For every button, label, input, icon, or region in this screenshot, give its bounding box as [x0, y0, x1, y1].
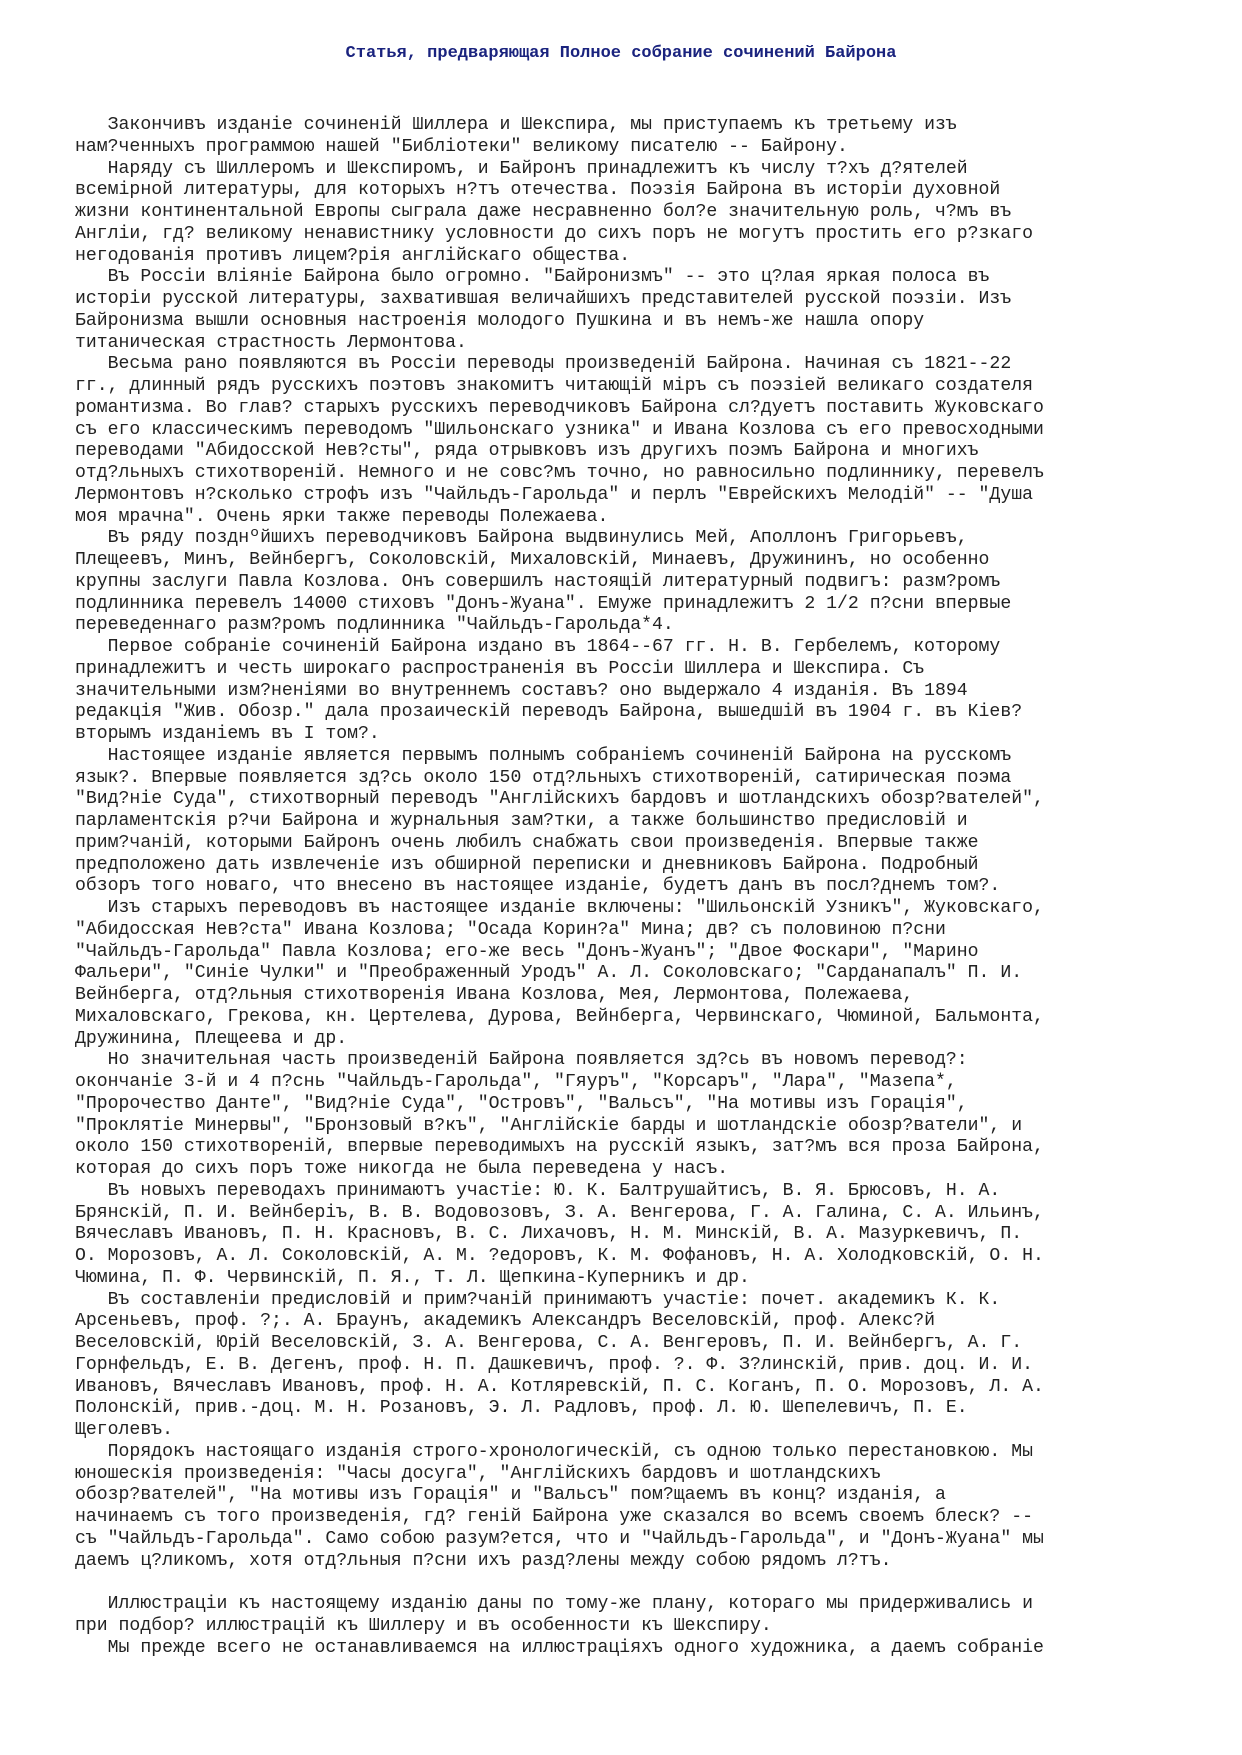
text-line: редакція "Жив. Обозр." дала прозаическій переводъ Байрона, вышедшій въ 1904 г. въ Кіев?	[75, 702, 1023, 723]
text-line: Полонскій, прив.-доц. М. Н. Розановъ, Э. Л. Радловъ, проф. Л. Ю. Шепелевичъ, П. Е.	[75, 1398, 968, 1419]
text-line: Въ новыхъ переводахъ принимаютъ участіе: Ю. К. Балтрушайтисъ, В. Я. Брюсовъ, Н. А.	[75, 1180, 1001, 1201]
text-line: Вейнберга, отд?льныя стихотворенія Ивана Козлова, Мея, Лермонтова, Полежаева,	[75, 985, 914, 1005]
text-line: прим?чаній, которыми Байронъ очень любилъ снабжать свои произведенія. Впервые также	[75, 832, 979, 853]
text-line: Закончивъ изданіе сочиненій Шиллера и Шекспира, мы приступаемъ къ третьему изъ	[75, 115, 957, 135]
text-line: моя мрачна". Очень ярки также переводы Полежаева.	[75, 506, 609, 527]
text-line: нам?ченныхъ программою нашей "Библіотеки" великому писателю -- Байрону.	[75, 136, 848, 157]
text-line: всемірной литературы, для которыхъ н?тъ отечества. Поэзія Байрона въ исторіи духовной	[75, 180, 1001, 201]
text-line: около 150 стихотвореній, впервые переводимыхъ на русскій языкъ, зат?мъ вся проза Байрона,	[75, 1137, 1044, 1158]
text-line: Въ ряду позднºйшихъ переводчиковъ Байрона выдвинулись Мей, Аполлонъ Григорьевъ,	[75, 528, 968, 549]
text-line: О. Морозовъ, А. Л. Соколовскій, А. М. ?едоровъ, К. М. Фофановъ, Н. А. Холодковскій, О. Н.	[75, 1246, 1044, 1266]
text-line: Мы прежде всего не останавливаемся на иллюстраціяхъ одного художника, а даемъ собраніе	[75, 1637, 1044, 1658]
text-line: переводами "Абидосской Нев?сты", ряда отрывковъ изъ другихъ поэмъ Байрона и многихъ	[75, 441, 979, 462]
text-line: Чюмина, П. Ф. Червинскій, П. Я., Т. Л. Щепкина-Куперникъ и др.	[75, 1267, 750, 1288]
text-line: окончаніе 3-й и 4 п?снь "Чайльдъ-Гарольда", "Гяуръ", "Корсаръ", "Лара", "Мазепа*,	[75, 1072, 957, 1092]
text-line: Наряду съ Шиллеромъ и Шекспиромъ, и Байронъ принадлежитъ къ числу т?хъ д?ятелей	[75, 158, 968, 179]
text-line: съ его классическимъ переводомъ "Шильонскаго узника" и Ивана Козлова съ его превосходными	[75, 419, 1044, 440]
text-line: Весьма рано появляются въ Россіи переводы произведеній Байрона. Начиная съ 1821--22	[75, 354, 1012, 375]
text-line: принадлежитъ и честь широкаго распространенія въ Россіи Шиллера и Шекспира. Съ	[75, 658, 925, 679]
text-line: Порядокъ настоящаго изданія строго-хронологическій, съ одною только перестановкою. Мы	[75, 1441, 1033, 1462]
text-line: романтизма. Во глав? старыхъ русскихъ переводчиковъ Байрона сл?дуетъ поставить Жуковскаго	[75, 397, 1044, 418]
text-line: Ивановъ, Вячеславъ Ивановъ, проф. Н. А. Котляревскій, П. С. Коганъ, П. О. Морозовъ, Л. А.	[75, 1376, 1044, 1397]
text-line: Щеголевъ.	[75, 1420, 173, 1440]
text-line: Лермонтовъ н?сколько строфъ изъ "Чайльдъ-Гарольда" и перлъ "Еврейскихъ Мелодій" -- "Душа	[75, 484, 1033, 505]
document-title: Статья, предваряющая Полное собрание сочинений Байрона	[345, 44, 897, 63]
text-line: Веселовскій, Юрій Веселовскій, З. А. Венгерова, С. А. Венгеровъ, П. И. Вейнбергъ, А. Г.	[75, 1333, 1023, 1353]
text-line: которая до сихъ поръ тоже никогда не была переведена у насъ.	[75, 1159, 729, 1179]
text-line: Брянскій, П. И. Вейнберіъ, В. В. Водовозовъ, З. А. Венгерова, Г. А. Галина, С. А. Ильинъ,	[75, 1202, 1044, 1223]
text-line: "Чайльдъ-Гарольда" Павла Козлова; его-же весь "Донъ-Жуанъ"; "Двое Фоскари", "Марино	[75, 941, 979, 962]
text-line: Арсеньевъ, проф. ?;. А. Браунъ, академикъ Александръ Веселовскій, проф. Алекс?й	[75, 1311, 936, 1332]
text-line: обозр?вателей", "На мотивы изъ Горація" и "Вальсъ" пом?щаемъ въ конц? изданія, а	[75, 1485, 946, 1506]
text-line: отд?льныхъ стихотвореній. Немного и не совс?мъ точно, но равносильно подлиннику, перевелъ	[75, 463, 1044, 483]
text-line: Англіи, гд? великому ненавистнику условности до сихъ поръ не могутъ простить его р?зкаго	[75, 223, 1033, 244]
text-line: подлинника перевелъ 14000 стиховъ "Донъ-Жуана". Емуже принадлежитъ 2 1/2 п?сни впервые	[75, 593, 1012, 614]
text-line: гг., длинный рядъ русскихъ поэтовъ знакомитъ читающій міръ съ поэзіей великаго создателя	[75, 376, 1033, 396]
text-line: Фальери", "Синіе Чулки" и "Преображенный Уродъ" А. Л. Соколовскаго; "Сарданапалъ" П. И.	[75, 963, 1023, 984]
text-line: "Пророчество Данте", "Вид?ніе Суда", "Островъ", "Вальсъ", "На мотивы изъ Горація",	[75, 1093, 968, 1114]
text-line: Плещеевъ, Минъ, Вейнбергъ, Соколовскій, Михаловскій, Минаевъ, Дружининъ, но особенно	[75, 550, 990, 570]
text-line: титаническая страстность Лермонтова.	[75, 332, 467, 353]
text-line: вторымъ изданіемъ въ I том?.	[75, 724, 380, 744]
document-body	[75, 115, 1185, 1659]
text-line: Дружинина, Плещеева и др.	[75, 1028, 348, 1049]
text-line: значительными изм?неніями во внутреннемъ составъ? оно выдержало 4 изданія. Въ 1894	[75, 680, 968, 701]
text-line: съ "Чайльдъ-Гарольда". Само собою разум?ется, что и "Чайльдъ-Гарольда", и "Донъ-Жуана" мы	[75, 1528, 1044, 1549]
text-line: Вячеславъ Ивановъ, П. Н. Красновъ, В. С. Лихачовъ, Н. М. Минскій, В. А. Мазуркевичъ, П.	[75, 1224, 1023, 1245]
text-line: негодованія противъ лицем?рія англійскаго общества.	[75, 245, 631, 266]
text-line: Байронизма вышли основныя настроенія молодого Пушкина и въ немъ-же нашла опору	[75, 310, 925, 331]
text-line: юношескія произведенія: "Часы досуга", "Англійскихъ бардовъ и шотландскихъ	[75, 1463, 881, 1484]
text-line: даемъ ц?ликомъ, хотя отд?льныя п?сни ихъ разд?лены между собою рядомъ л?тъ.	[75, 1550, 892, 1571]
text-line: жизни континентальной Европы сыграла даже несравненно бол?е значительную роль, ч?мъ въ	[75, 202, 1012, 222]
blank-line	[75, 1572, 1185, 1594]
text-line: Горнфельдъ, Е. В. Дегенъ, проф. Н. П. Дашкевичъ, проф. ?. Ф. З?линскій, прив. доц. И. И.	[75, 1354, 1033, 1375]
text-line: Въ Россіи вліяніе Байрона было огромно. "Байронизмъ" -- это ц?лая яркая полоса въ	[75, 267, 990, 288]
text-line: "Вид?ніе Суда", стихотворный переводъ "Англійскихъ бардовъ и шотландскихъ обозр?вателей",	[75, 789, 1044, 810]
text-line: обзоръ того новаго, что внесено въ настоящее изданіе, будетъ данъ въ посл?днемъ том?.	[75, 876, 1001, 897]
text-line: Первое собраніе сочиненій Байрона издано въ 1864--67 гг. Н. В. Гербелемъ, которому	[75, 637, 1001, 657]
text-line: крупны заслуги Павла Козлова. Онъ совершилъ настоящій литературный подвигъ: разм?ромъ	[75, 571, 1001, 592]
text-line: при подбор? иллюстрацій къ Шиллеру и въ особенности къ Шекспиру.	[75, 1615, 772, 1636]
text-line: Но значительная часть произведеній Байрона появляется зд?сь въ новомъ перевод?:	[75, 1050, 968, 1071]
text-line: Настоящее изданіе является первымъ полнымъ собраніемъ сочиненій Байрона на русскомъ	[75, 745, 1012, 766]
text-line: переведеннаго разм?ромъ подлинника "Чайльдъ-Гарольда*4.	[75, 615, 674, 636]
text-line: Въ составленіи предисловій и прим?чаній принимаютъ участіе: почет. академикъ К. К.	[75, 1289, 1001, 1310]
text-line: язык?. Впервые появляется зд?сь около 150 отд?льныхъ стихотвореній, сатирическая поэма	[75, 767, 1012, 788]
text-line: Михаловскаго, Грекова, кн. Цертелева, Дурова, Вейнберга, Червинскаго, Чюминой, Бальмонта,	[75, 1006, 1044, 1027]
text-line: Иллюстраціи къ настоящему изданію даны по тому-же плану, котораго мы придерживались и	[75, 1594, 1033, 1614]
text-line: "Абидосская Нев?ста" Ивана Козлова; "Осада Корин?а" Мина; дв? съ половиною п?сни	[75, 919, 946, 940]
text-line: исторіи русской литературы, захватившая величайшихъ представителей русской поэзіи. Изъ	[75, 289, 1012, 309]
text-line: Изъ старыхъ переводовъ въ настоящее изданіе включены: "Шильонскій Узникъ", Жуковскаго,	[75, 898, 1044, 918]
text-line: "Проклятіе Минервы", "Бронзовый в?къ", "Англійскіе барды и шотландскіе обозр?ватели", и	[75, 1115, 1023, 1136]
text-line: парламентскія р?чи Байрона и журнальныя зам?тки, а также большинство предисловій и	[75, 811, 968, 831]
text-line: начинаемъ съ того произведенія, гд? геній Байрона уже сказался во всемъ своемъ блеск? --	[75, 1507, 1033, 1527]
text-line: предположено дать извлеченіе изъ обширной переписки и дневниковъ Байрона. Подробный	[75, 854, 979, 875]
